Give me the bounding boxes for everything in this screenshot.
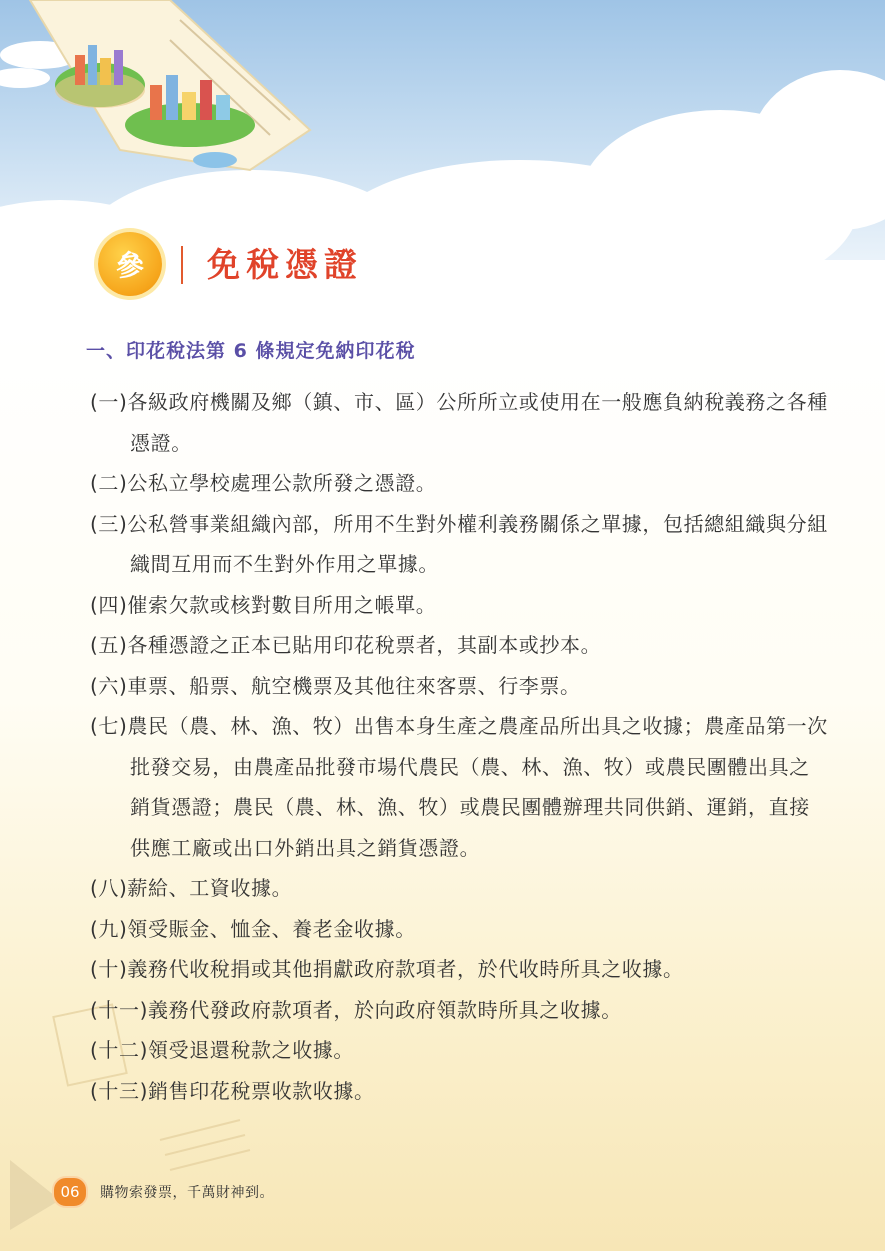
section-heading: 一、印花稅法第 6 條規定免納印花稅 (86, 340, 416, 362)
list-item: (十)義務代收稅捐或其他捐獻政府款項者，於代收時所具之收據。 (90, 957, 684, 981)
chapter-title: 免稅憑證 (207, 245, 363, 284)
list-item: (九)領受賑金、恤金、養老金收據。 (90, 916, 416, 941)
chapter-badge: 參 (98, 232, 162, 296)
list-item: (一)各級政府機關及鄉（鎮、市、區）公所所立或使用在一般應負納稅義務之各種憑證。 (90, 390, 828, 455)
title-divider (181, 246, 183, 284)
page-number: 06 (52, 1176, 88, 1208)
list-item: (五)各種憑證之正本已貼用印花稅票者，其副本或抄本。 (90, 633, 602, 657)
list-item: (三)公私營事業組織內部，所用不生對外權利義務關係之單據，包括總組織與分組織間互用而不生對外作用之單據。 (90, 511, 828, 576)
list-item: (十二)領受退還稅款之收據。 (90, 1038, 355, 1062)
list-item: (八)薪給、工資收據。 (90, 876, 293, 900)
exemption-list (90, 382, 830, 1111)
list-item: (十一)義務代發政府款項者，於向政府領款時所具之收據。 (90, 997, 622, 1022)
list-item: (十三)銷售印花稅票收款收據。 (90, 1078, 375, 1103)
footer-slogan: 購物索發票，千萬財神到。 (100, 1185, 274, 1201)
list-item: (六)車票、船票、航空機票及其他往來客票、行李票。 (90, 673, 581, 698)
page-footer (52, 1176, 274, 1208)
list-item: (七)農民（農、林、漁、牧）出售本身生產之農產品所出具之收據；農產品第一次批發交易，由農產品批發市場代農民（農、林、漁、牧）或農民團體出具之銷貨憑證；農民（農、林、漁、牧）或農民團體辦理共同供銷、運銷，直接供應工廠或出口外銷出具之銷貨憑證。 (90, 714, 828, 860)
list-item: (四)催索欠款或核對數目所用之帳單。 (90, 592, 437, 617)
list-item: (二)公私立學校處理公款所發之憑證。 (90, 471, 437, 495)
